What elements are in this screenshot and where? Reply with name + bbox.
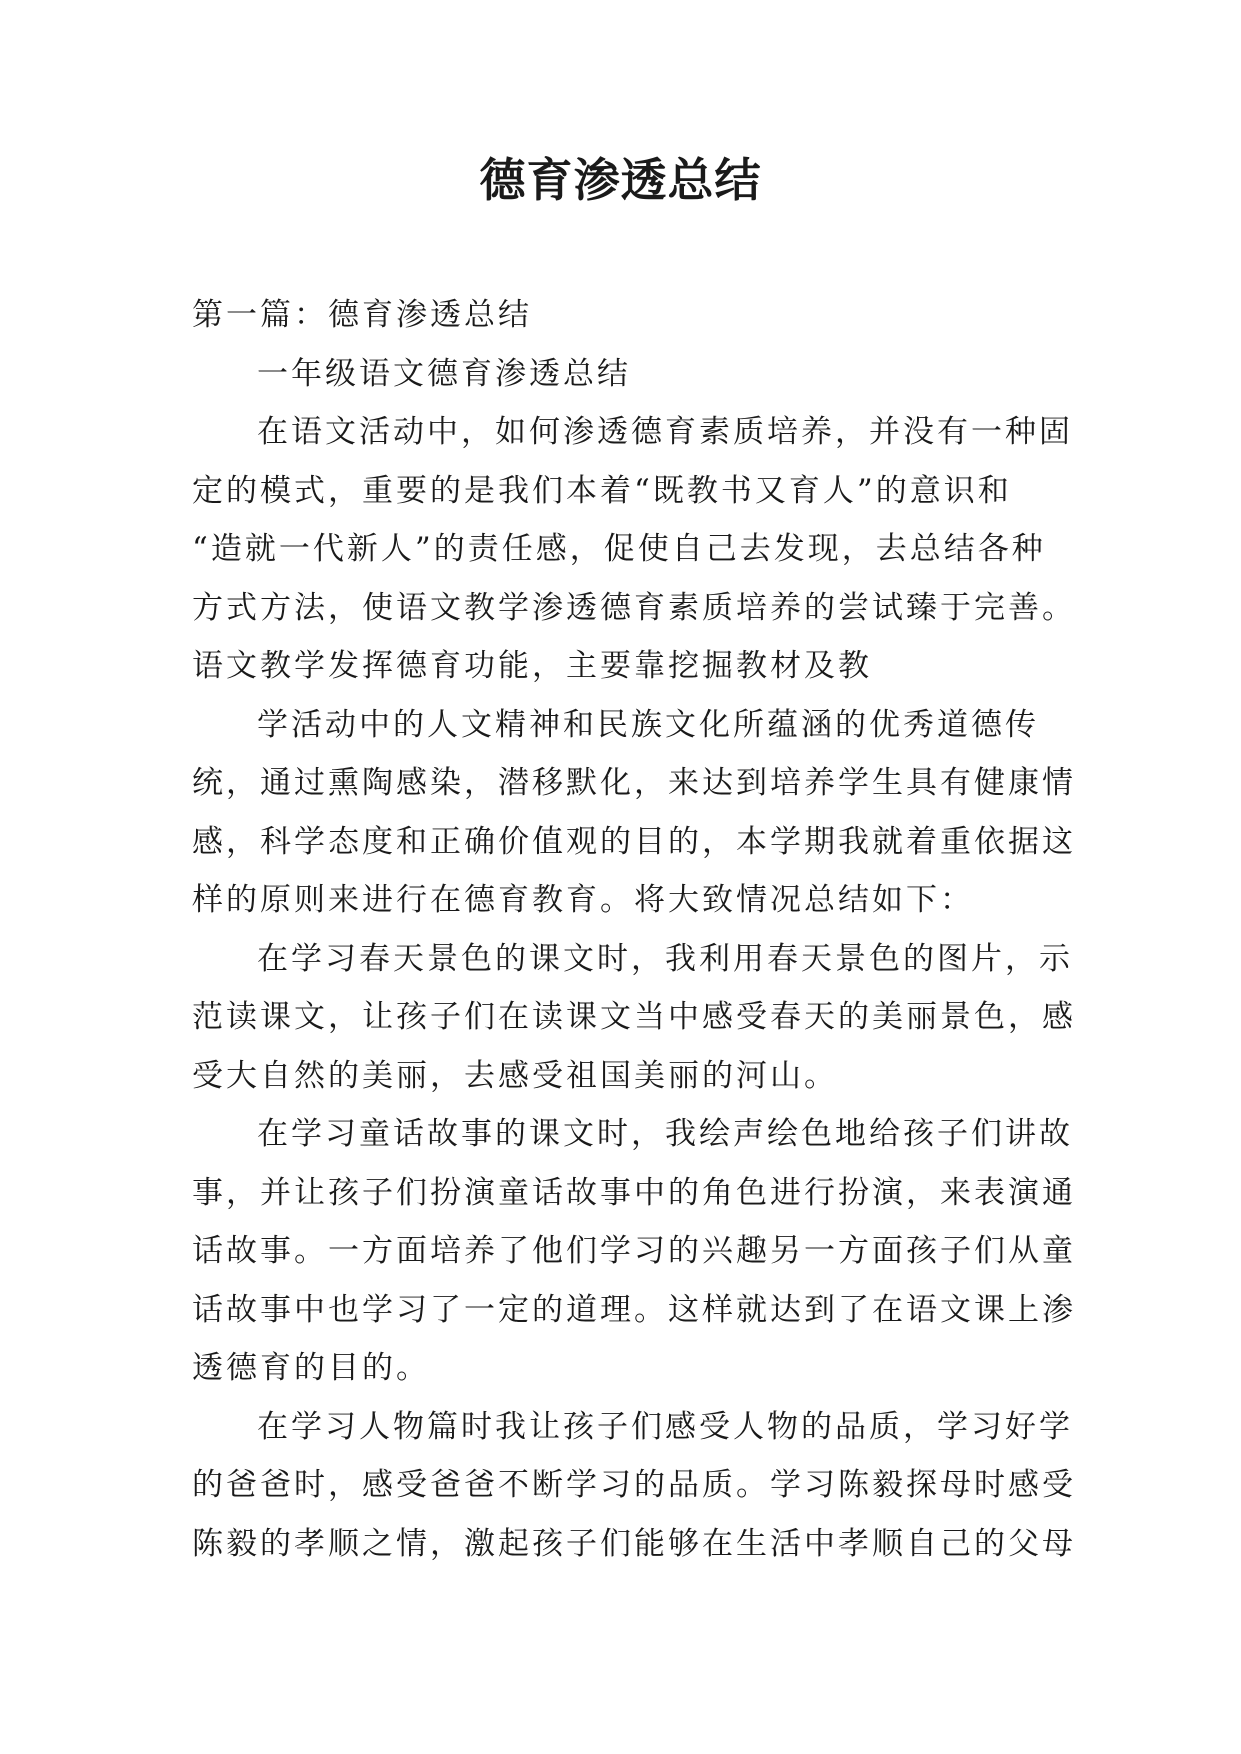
text-line: 话故事中也学习了一定的道理。这样就达到了在语文课上渗 xyxy=(192,1291,1076,1328)
text-line: 在学习春天景色的课文时，我利用春天景色的图片，示 xyxy=(257,940,1073,977)
text-line: 感，科学态度和正确价值观的目的，本学期我就着重依据这 xyxy=(192,823,1076,860)
document-body xyxy=(192,286,1076,1573)
text-line: 定的模式，重要的是我们本着“既教书又育人”的意识和 xyxy=(192,472,1012,509)
text-line: 陈毅的孝顺之情，激起孩子们能够在生活中孝顺自己的父母 xyxy=(192,1525,1076,1562)
text-line: 话故事。一方面培养了他们学习的兴趣另一方面孩子们从童 xyxy=(192,1233,1076,1269)
text-line: 一年级语文德育渗透总结 xyxy=(257,355,631,392)
text-line: 事，并让孩子们扮演童话故事中的角色进行扮演，来表演通 xyxy=(192,1174,1076,1211)
text-line: 第一篇：德育渗透总结 xyxy=(192,297,532,333)
text-line: 在学习童话故事的课文时，我绘声绘色地给孩子们讲故 xyxy=(257,1116,1073,1152)
text-line: 在学习人物篇时我让孩子们感受人物的品质，学习好学 xyxy=(257,1408,1073,1445)
document-title: 德育渗透总结 xyxy=(479,153,762,207)
text-line: “造就一代新人”的责任感，促使自己去发现，去总结各种 xyxy=(192,531,1046,567)
text-line: 受大自然的美丽，去感受祖国美丽的河山。 xyxy=(192,1057,838,1094)
text-line: 范读课文，让孩子们在读课文当中感受春天的美丽景色，感 xyxy=(192,999,1076,1035)
text-line: 学活动中的人文精神和民族文化所蕴涵的优秀道德传 xyxy=(257,706,1039,743)
text-line: 统，通过熏陶感染，潜移默化，来达到培养学生具有健康情 xyxy=(192,765,1076,801)
text-line: 语文教学发挥德育功能，主要靠挖掘教材及教 xyxy=(192,648,872,684)
text-line: 方式方法，使语文教学渗透德育素质培养的尝试臻于完善。 xyxy=(192,589,1076,626)
text-line: 在语文活动中，如何渗透德育素质培养，并没有一种固 xyxy=(257,414,1073,450)
text-line: 的爸爸时，感受爸爸不断学习的品质。学习陈毅探母时感受 xyxy=(192,1467,1076,1503)
text-line: 样的原则来进行在德育教育。将大致情况总结如下： xyxy=(192,882,974,918)
text-line: 透德育的目的。 xyxy=(192,1350,430,1386)
